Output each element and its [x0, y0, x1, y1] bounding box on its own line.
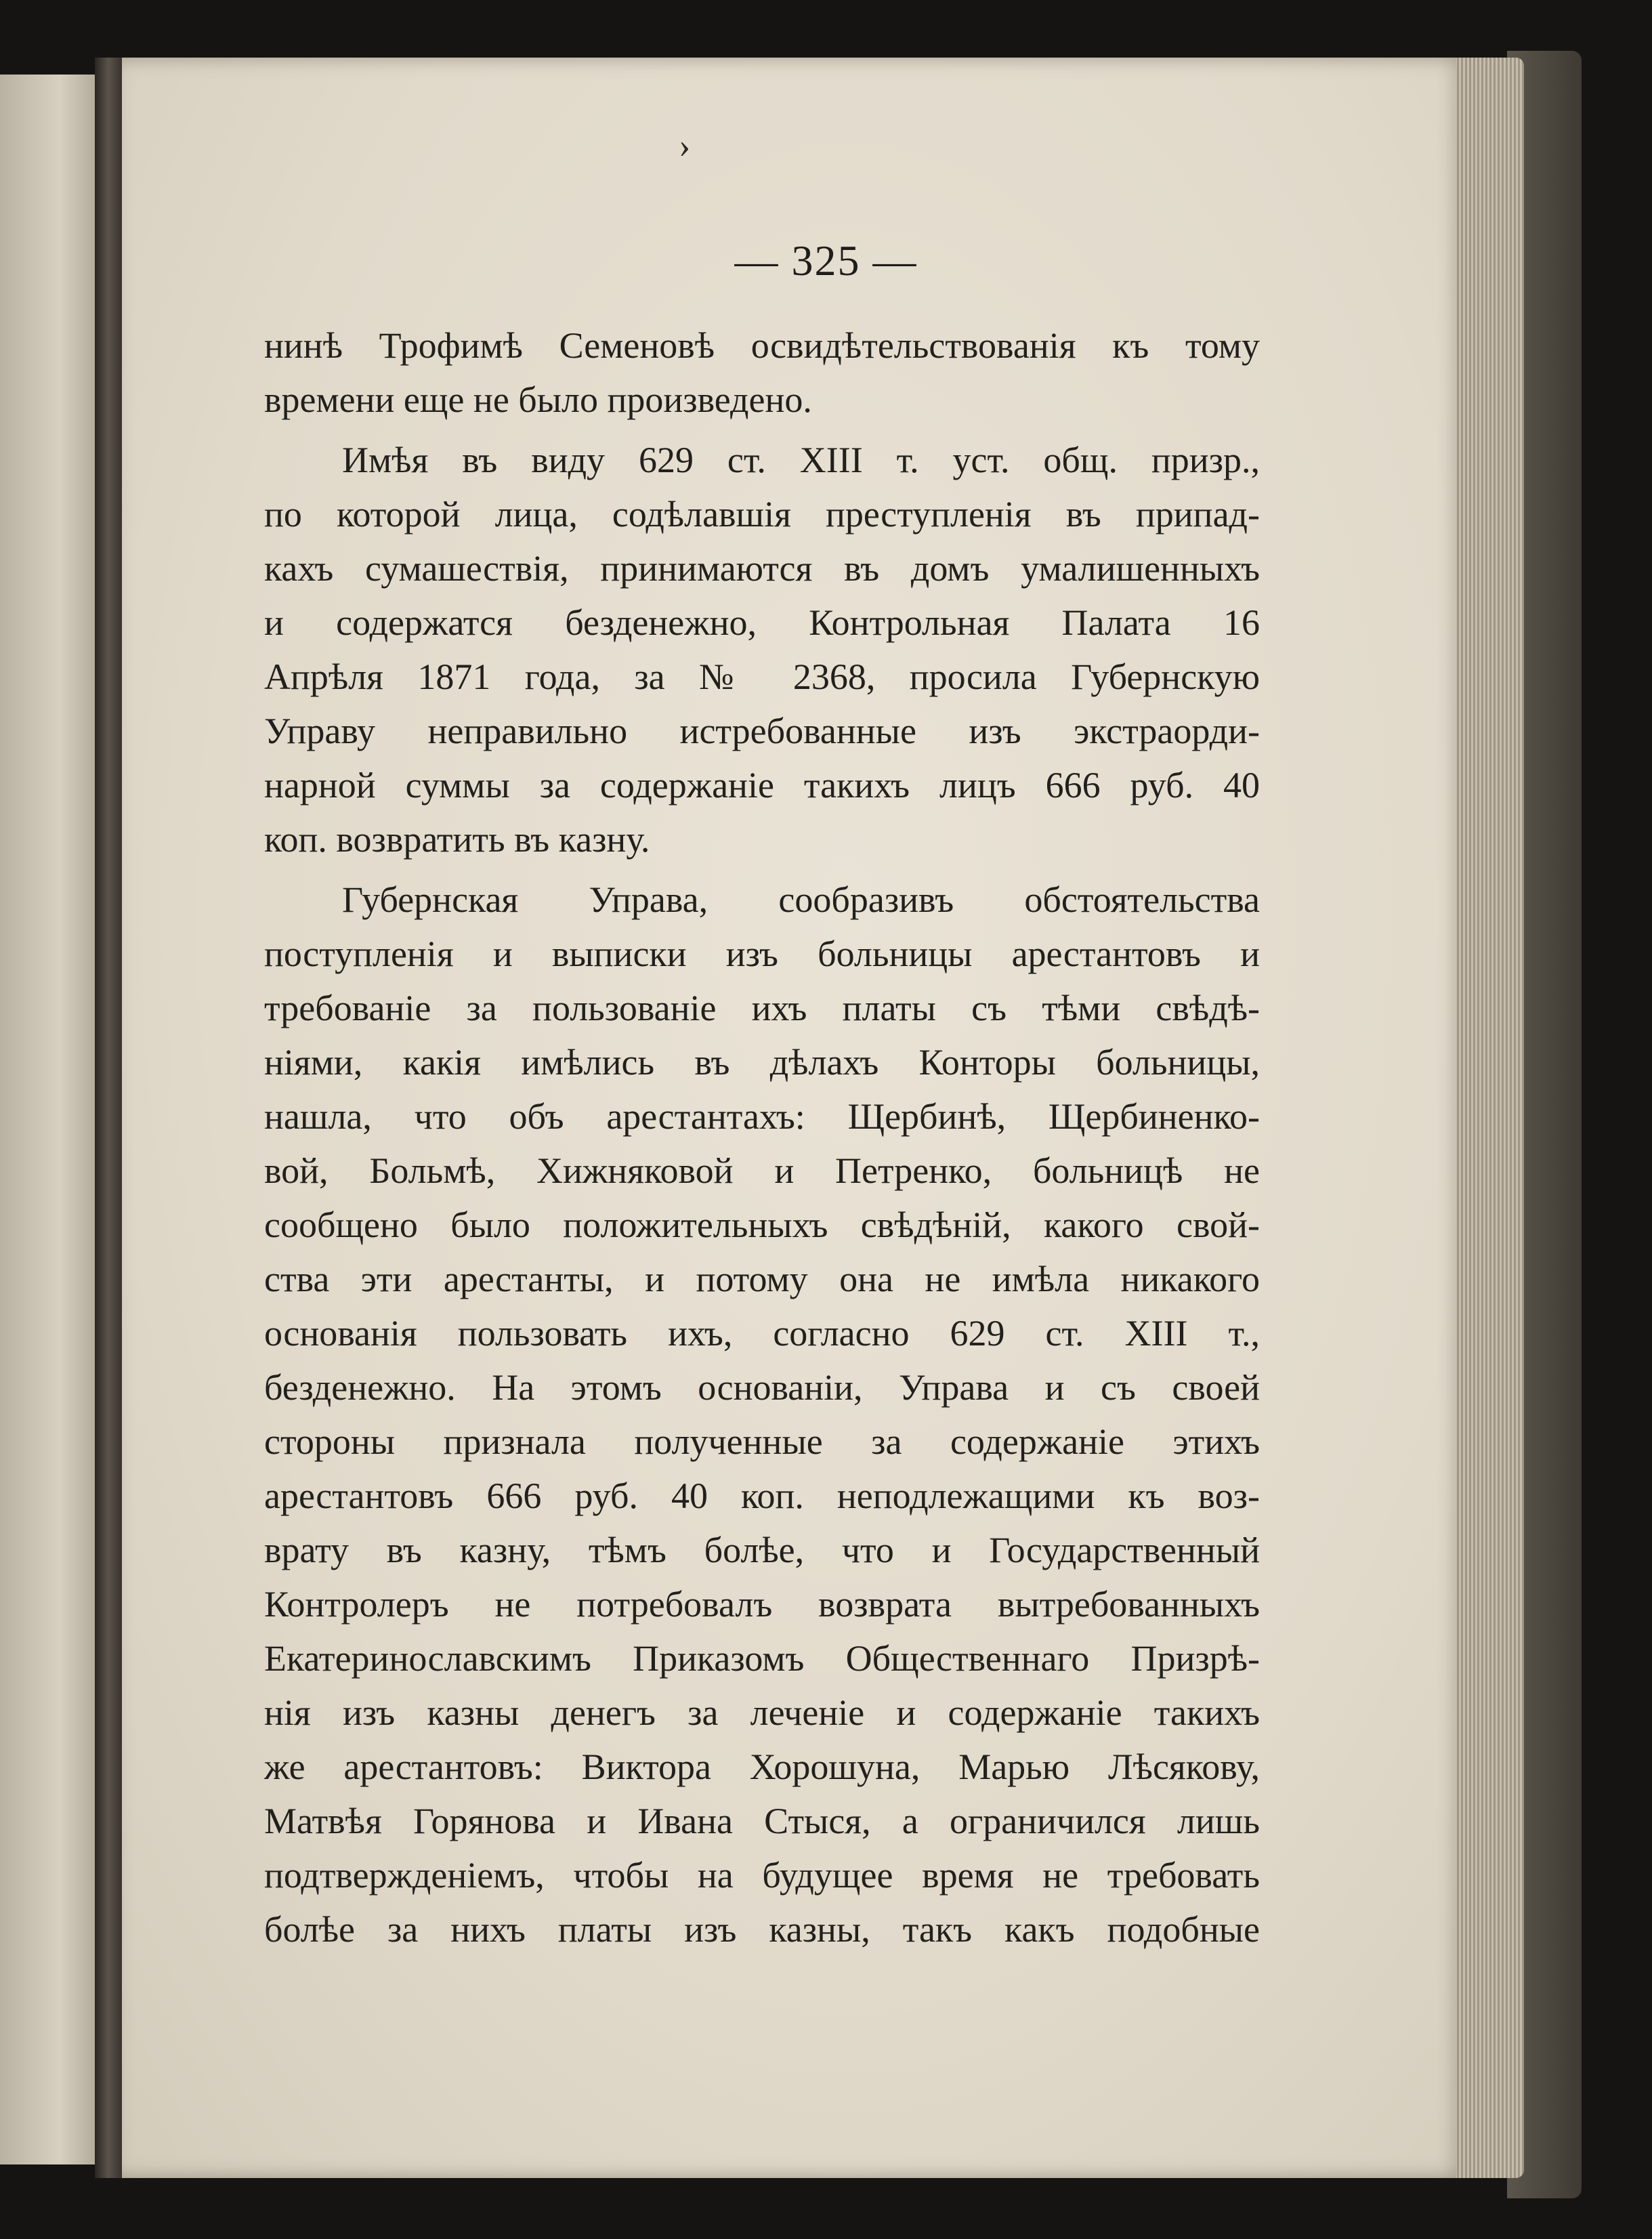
text-line: коп. возвратить въ казну. [264, 819, 650, 860]
facing-page-edge [0, 75, 108, 2164]
text-line: арестантовъ 666 руб. 40 коп. неподлежащими къ воз- [264, 1476, 1260, 1516]
text-line: Управу неправильно истребованные изъ экстраорди- [264, 711, 1260, 751]
stray-mark: › [679, 127, 691, 165]
text-line: ніями, какія имѣлись въ дѣлахъ Конторы больницы, [264, 1042, 1260, 1083]
text-line: Апрѣля 1871 года, за № 2368, просила Губернскую [264, 656, 1260, 697]
text-line: Матвѣя Горянова и Ивана Стыся, а ограничился лишь [264, 1801, 1260, 1841]
text-line: требованіе за пользованіе ихъ платы съ тѣми свѣдѣ- [264, 988, 1260, 1028]
text-line: ства эти арестанты, и потому она не имѣла никакого [264, 1259, 1260, 1299]
text-line: сообщено было положительныхъ свѣдѣній, какого свой- [264, 1205, 1260, 1245]
text-line: нинѣ Трофимѣ Семеновѣ освидѣтельствованія къ тому [264, 325, 1260, 366]
text-line: болѣе за нихъ платы изъ казны, такъ какъ подобные [264, 1909, 1260, 1950]
text-line: вой, Больмѣ, Хижняковой и Петренко, больницѣ не [264, 1150, 1260, 1191]
text-line: Екатеринославскимъ Приказомъ Общественнаго Призрѣ- [264, 1638, 1260, 1679]
text-line: и содержатся безденежно, Контрольная Палата 16 [264, 602, 1260, 643]
text-line: безденежно. На этомъ основаніи, Управа и съ своей [264, 1367, 1260, 1408]
text-line: Контролеръ не потребовалъ возврата вытребованныхъ [264, 1584, 1260, 1625]
text-line: Имѣя въ виду 629 ст. XIII т. уст. общ. призр., [342, 440, 1260, 480]
text-line: врату въ казну, тѣмъ болѣе, что и Государственный [264, 1530, 1260, 1570]
text-line: нія изъ казны денегъ за леченіе и содержаніе такихъ [264, 1692, 1260, 1733]
book-gutter [95, 58, 122, 2178]
text-line: по которой лица, содѣлавшія преступленія въ припад- [264, 494, 1260, 535]
text-line: кахъ сумашествія, принимаются въ домъ умалишенныхъ [264, 548, 1260, 589]
text-line: времени еще не было произведено. [264, 379, 812, 420]
text-line: Губернская Управа, сообразивъ обстоятельства [342, 879, 1260, 920]
text-line: нарной суммы за содержаніе такихъ лицъ 666 руб. 40 [264, 765, 1260, 805]
text-line: основанія пользовать ихъ, согласно 629 ст. XIII т., [264, 1313, 1260, 1354]
text-line: нашла, что объ арестантахъ: Щербинѣ, Щербиненко- [264, 1096, 1260, 1137]
text-line: подтвержденіемъ, чтобы на будущее время не требовать [264, 1855, 1260, 1896]
text-line: же арестантовъ: Виктора Хорошуна, Марью Лѣсякову, [264, 1746, 1260, 1787]
text-line: поступленія и выписки изъ больницы арестантовъ и [264, 934, 1260, 974]
body-text [264, 318, 1260, 1956]
page-number: — 325 — [734, 236, 918, 285]
text-line: стороны признала полученные за содержаніе этихъ [264, 1421, 1260, 1462]
